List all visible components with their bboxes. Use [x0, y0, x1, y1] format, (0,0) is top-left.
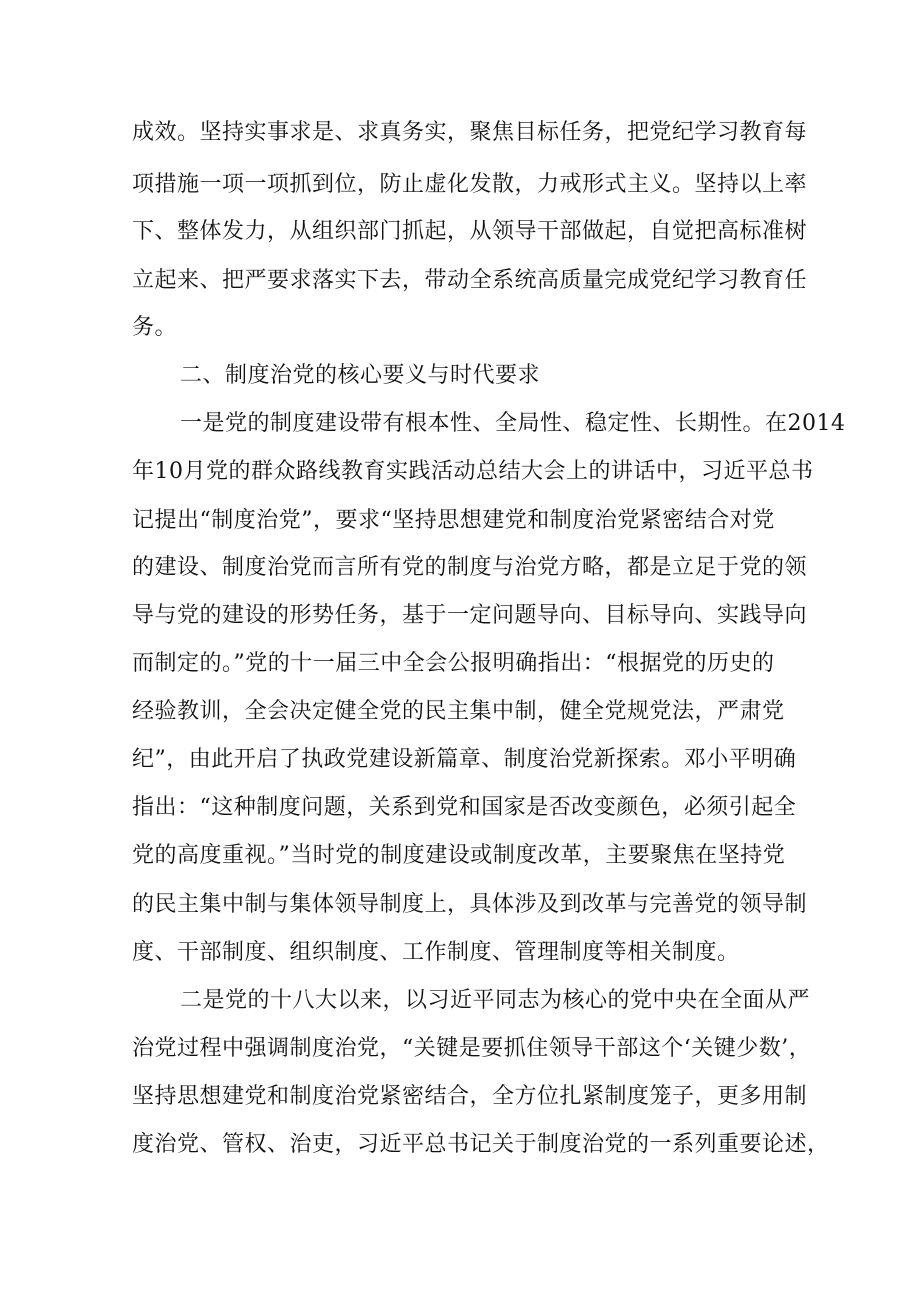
text-line: 度治党、管权、治吏，习近平总书记关于制度治党的一系列重要论述， — [132, 1132, 830, 1157]
text-line: 治党过程中强调制度治党，“关键是要抓住领导干部这个‘关键少数’， — [132, 1036, 812, 1061]
text-line: 务。 — [132, 315, 178, 340]
paragraph-start: 一是党的制度建设带有根本性、全局性、稳定性、长期性。在2014 — [180, 411, 846, 436]
text-line: 经验教训，全会决定健全党的民主集中制，健全党规党法，严肃党 — [132, 699, 785, 724]
text-line: 项措施一项一项抓到位，防止虚化发散，力戒形式主义。坚持以上率 — [132, 172, 808, 197]
text-line: 坚持思想建党和制度治党紧密结合，全方位扎紧制度笼子，更多用制 — [132, 1084, 808, 1109]
text-line: 成效。坚持实事求是、求真务实，聚焦目标任务，把党纪学习教育每 — [132, 120, 808, 145]
text-line: 的建设、制度治党而言所有党的制度与治党方略，都是立足于党的领 — [132, 555, 808, 580]
text-line: 的民主集中制与集体领导制度上，具体涉及到改革与完善党的领导制 — [132, 892, 808, 917]
text-line: 年10月党的群众路线教育实践活动总结大会上的讲话中，习近平总书 — [132, 459, 814, 484]
text-line: 而制定的。”党的十一届三中全会公报明确指出：“根据党的历史的 — [132, 651, 775, 676]
text-line: 下、整体发力，从组织部门抓起，从领导干部做起，自觉把高标准树 — [132, 219, 808, 244]
text-line: 纪”，由此开启了执政党建设新篇章、制度治党新探索。邓小平明确 — [132, 747, 797, 772]
text-line: 指出：“这种制度问题，关系到党和国家是否改变颜色，必须引起全 — [132, 795, 797, 820]
text-line: 记提出“制度治党”，要求“坚持思想建党和制度治党紧密结合对党 — [132, 508, 775, 533]
text-line: 党的高度重视。”当时党的制度建设或制度改革，主要聚焦在坚持党 — [132, 843, 786, 868]
text-line: 导与党的建设的形势任务，基于一定问题导向、目标导向、实践导向 — [132, 603, 808, 628]
paragraph-start: 二是党的十八大以来，以习近平同志为核心的党中央在全面从严 — [180, 988, 811, 1013]
text-line: 度、干部制度、组织制度、工作制度、管理制度等相关制度。 — [132, 940, 740, 965]
section-heading: 二、制度治党的核心要义与时代要求 — [180, 363, 541, 388]
text-line: 立起来、把严要求落实下去，带动全系统高质量完成党纪学习教育任 — [132, 268, 808, 293]
